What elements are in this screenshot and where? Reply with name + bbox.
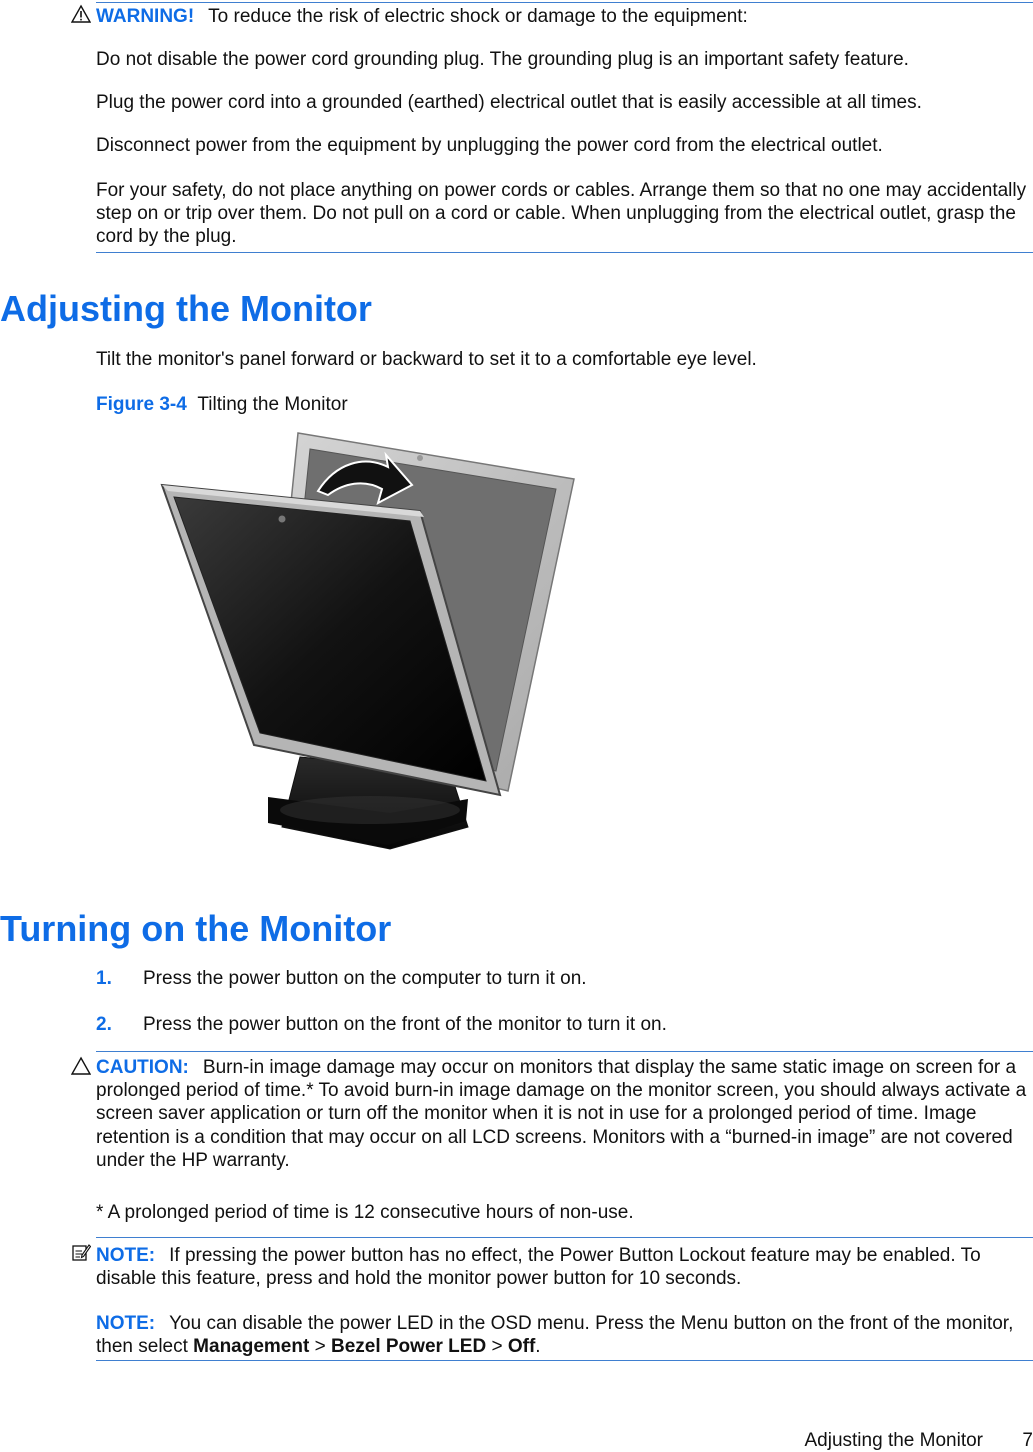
caution-body: Burn-in image damage may occur on monitors that display the same static image on screen for a prolonged period of time.* To avoid burn-in image damage on the monitor screen, you should always activate a screen saver application or turn off the monitor when it is not in use for a prolonged period of time. Image retention is a condition that may occur on all LCD screens. Monitors with a “burned-in image” are not covered under the HP warranty. [96,1057,1027,1171]
step-number: 2. [96,1014,112,1035]
caution-text [96,1056,1033,1172]
note-pencil-icon [71,1242,91,1262]
note-text [96,1312,1033,1358]
menu-separator: > [309,1336,331,1358]
menu-management: Management [193,1336,310,1358]
menu-separator: > [486,1336,508,1358]
menu-bezel-power-led: Bezel Power LED [330,1336,487,1358]
warning-bottom-rule [96,252,1033,253]
section-title-adjusting: Adjusting the Monitor [0,288,372,329]
figure-caption-text: Tilting the Monitor [197,394,348,415]
step-text: Press the power button on the front of the monitor to turn it on. [143,1014,667,1035]
warning-item: Disconnect power from the equipment by unplugging the power cord from the electrical outlet. [96,135,883,156]
caution-triangle-icon [71,1056,91,1076]
note-body: You can disable the power LED in the OSD menu. Press the Menu button on the front of the monitor, then select [96,1313,1014,1358]
caution-label: CAUTION: [96,1057,189,1078]
warning-intro [96,5,1033,28]
step-text: Press the power button on the computer to turn it on. [143,968,587,989]
warning-label: WARNING! [96,6,195,27]
figure-label: Figure 3-4 [96,394,187,415]
caution-footnote: * A prolonged period of time is 12 consecutive hours of non-use. [96,1202,634,1223]
warning-item: Do not disable the power cord grounding plug. The grounding plug is an important safety feature. [96,49,909,70]
warning-intro-text: To reduce the risk of electric shock or damage to the equipment: [208,6,748,27]
warning-triangle-icon [71,4,91,24]
top-rule [96,2,1033,3]
page-number: 7 [1022,1430,1033,1451]
tilting-monitor-illustration [150,425,590,857]
note-text [96,1244,1033,1290]
sentence-end: . [535,1336,541,1358]
note-top-rule [96,1237,1033,1238]
section-title-turning-on: Turning on the Monitor [0,908,392,949]
menu-off: Off [507,1336,536,1358]
note-label: NOTE: [96,1245,156,1266]
note-label: NOTE: [96,1313,156,1334]
adjusting-body: Tilt the monitor's panel forward or backward to set it to a comfortable eye level. [96,349,757,370]
figure-caption [96,393,1033,416]
caution-top-rule [96,1051,1033,1052]
warning-item: For your safety, do not place anything on power cords or cables. Arrange them so that no one may accidentally step on or trip over them. Do not pull on a cord or cable. When unplugging from the electrical outlet, grasp the cord by the plug. [96,180,1027,248]
note-body: If pressing the power button has no effect, the Power Button Lockout feature may be enabled. To disable this feature, press and hold the monitor power button for 10 seconds. [96,1245,981,1290]
step-number: 1. [96,968,112,989]
footer-section-title: Adjusting the Monitor [804,1430,983,1451]
warning-item: Plug the power cord into a grounded (earthed) electrical outlet that is easily accessible at all times. [96,92,922,113]
note-bottom-rule [96,1360,1033,1361]
